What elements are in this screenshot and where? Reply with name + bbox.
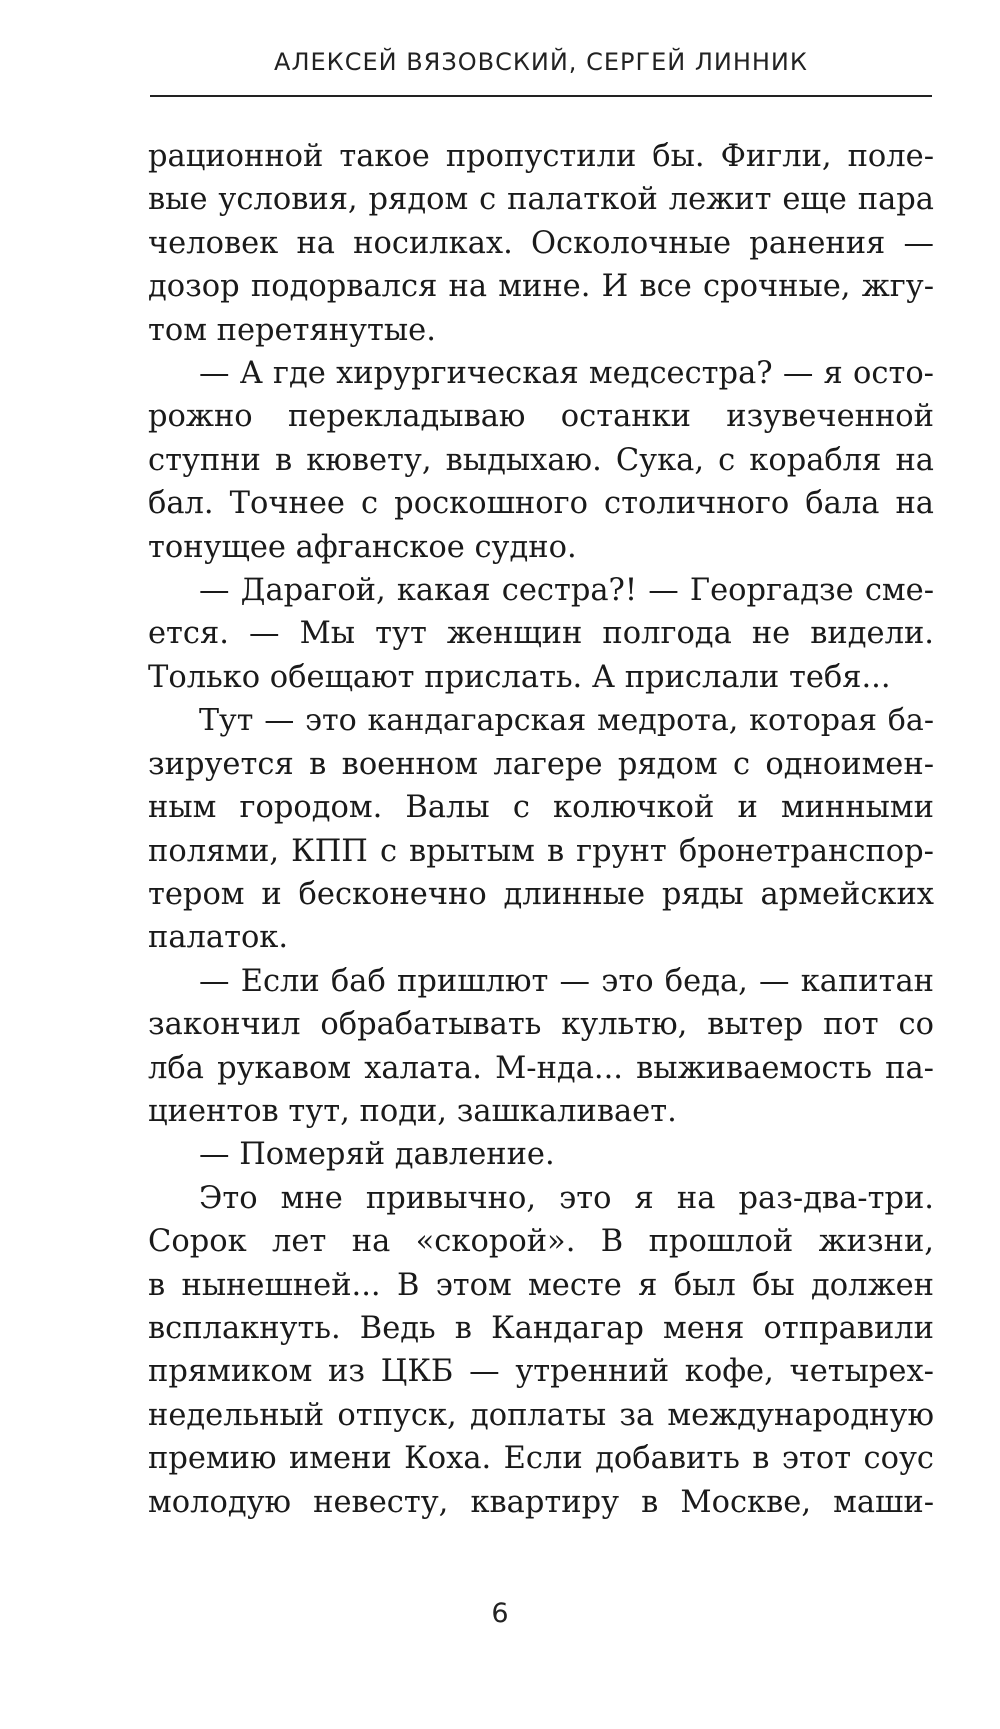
text-line: ным городом. Валы с колючкой и минными [148, 790, 934, 826]
text-line: зируется в военном лагере рядом с одноимен- [148, 746, 934, 782]
text-line: — Дарагой, какая сестра?! — Георгадзе сме- [199, 573, 934, 609]
text-line: бал. Точнее с роскошного столичного бала на [148, 486, 934, 522]
text-line: рожно перекладываю останки изувеченной [148, 399, 934, 435]
text-line: закончил обрабатывать культю, вытер пот со [148, 1007, 934, 1043]
text-line: в нынешней... В этом месте я был бы должен [148, 1267, 934, 1303]
text-line: ется. — Мы тут женщин полгода не видели. [148, 616, 934, 652]
body-text [148, 135, 934, 1524]
text-line: — А где хирургическая медсестра? — я осто- [199, 356, 934, 392]
text-line: тером и бесконечно длинные ряды армейских [148, 876, 934, 912]
text-line: палаток. [148, 920, 289, 956]
text-line: — Если баб пришлют — это беда, — капитан [199, 963, 934, 999]
text-line: том перетянутые. [148, 312, 436, 348]
text-line: рационной такое пропустили бы. Фигли, поле- [148, 139, 934, 174]
running-head: АЛЕКСЕЙ ВЯЗОВСКИЙ, СЕРГЕЙ ЛИННИК [274, 48, 808, 76]
header-rule [150, 95, 932, 97]
text-line: дозор подорвался на мине. И все срочные, жгу- [148, 269, 934, 305]
text-line: ступни в кювету, выдыхаю. Сука, с корабля на [148, 442, 934, 478]
text-line: прямиком из ЦКБ — утренний кофе, четырех- [148, 1354, 934, 1390]
text-line: циентов тут, поди, зашкаливает. [148, 1093, 677, 1129]
text-line: — Померяй давление. [199, 1137, 555, 1173]
text-line: вые условия, рядом с палаткой лежит еще пара [148, 182, 934, 218]
text-line: лба рукавом халата. М-нда... выживаемость па- [148, 1050, 934, 1086]
text-line: полями, КПП с врытым в грунт бронетранспор- [148, 833, 934, 869]
text-line: недельный отпуск, доплаты за международную [148, 1397, 934, 1433]
text-line: Сорок лет на «скорой». В прошлой жизни, [148, 1224, 934, 1260]
text-line: человек на носилках. Осколочные ранения — [148, 225, 934, 261]
text-line: молодую невесту, квартиру в Москве, маши- [148, 1484, 934, 1520]
text-line: всплакнуть. Ведь в Кандагар меня отправили [148, 1310, 934, 1346]
text-line: Только обещают прислать. А прислали тебя... [148, 659, 891, 695]
text-line: тонущее афганское судно. [148, 529, 577, 565]
text-line: премию имени Коха. Если добавить в этот соус [148, 1441, 934, 1477]
page-number: 6 [491, 1598, 509, 1629]
text-line: Тут — это кандагарская медрота, которая ба- [199, 703, 934, 739]
text-line: Это мне привычно, это я на раз-два-три. [199, 1180, 934, 1216]
